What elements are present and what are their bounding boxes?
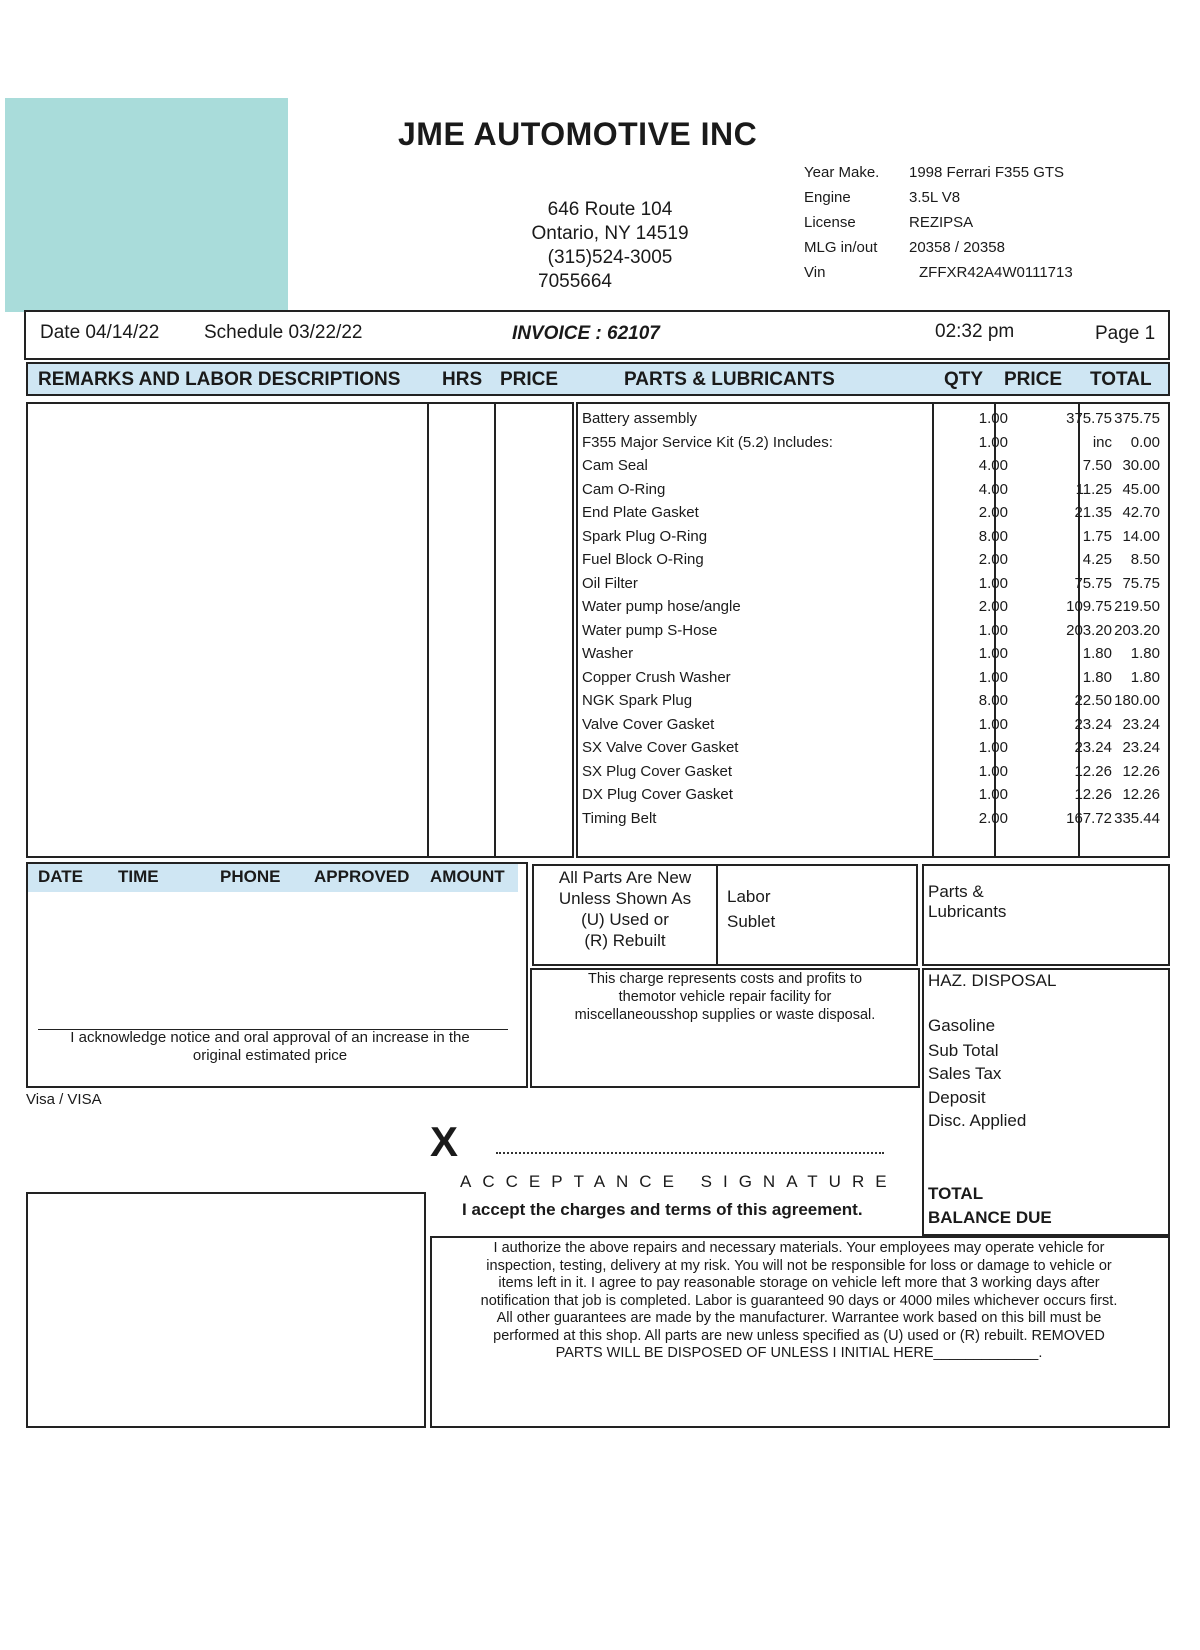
part-qty: 1.00 xyxy=(978,668,1008,686)
part-total: 12.26 xyxy=(1122,786,1160,803)
col-total: TOTAL xyxy=(1090,369,1152,390)
vehicle-value: 1998 Ferrari F355 GTS xyxy=(909,164,1065,181)
part-desc: Battery assembly xyxy=(582,410,698,427)
approval-col-time: TIME xyxy=(118,867,159,886)
payment-method: Visa / VISA xyxy=(26,1091,102,1108)
part-qty: 8.00 xyxy=(978,692,1008,709)
part-price: 22.50 xyxy=(1074,692,1112,709)
table-row xyxy=(576,622,1168,646)
part-desc: Copper Crush Washer xyxy=(582,668,731,686)
part-price: 109.75 xyxy=(1066,598,1112,615)
invoice-time: 02:32 pm xyxy=(935,321,1015,342)
parts-lubricants-line: Parts & xyxy=(928,882,984,901)
labor-label: Labor xyxy=(727,887,771,906)
vehicle-label: Vin xyxy=(804,264,826,281)
part-qty: 2.00 xyxy=(978,809,1008,827)
part-total: 45.00 xyxy=(1122,480,1160,498)
part-qty: 1.00 xyxy=(978,715,1008,733)
table-row xyxy=(576,739,1168,763)
terms-line: All other guarantees are made by the manufacturer. Warrantee work based on this bill must be xyxy=(496,1310,1102,1326)
terms-line: notification that job is completed. Labor is guaranteed 90 days or 4000 miles whichever occurs first. xyxy=(480,1292,1118,1309)
part-qty: 4.00 xyxy=(978,480,1008,498)
part-price: 23.24 xyxy=(1074,715,1112,733)
part-qty: 4.00 xyxy=(978,457,1008,474)
part-qty: 1.00 xyxy=(978,645,1008,662)
part-price: 1.80 xyxy=(1082,668,1112,686)
approval-header xyxy=(28,864,518,892)
vehicle-label: MLG in/out xyxy=(804,239,878,256)
part-desc: Water pump hose/angle xyxy=(582,598,741,615)
part-total: 30.00 xyxy=(1122,457,1160,474)
col-parts: PARTS & LUBRICANTS xyxy=(624,369,835,390)
parts-note-line: (U) Used or xyxy=(581,910,669,929)
part-price: 75.75 xyxy=(1074,574,1112,592)
part-qty: 2.00 xyxy=(978,598,1008,615)
table-row xyxy=(576,716,1168,740)
part-desc: Valve Cover Gasket xyxy=(582,715,715,733)
part-total: 1.80 xyxy=(1130,645,1160,662)
parts-note-divider xyxy=(716,864,718,966)
part-total: 180.00 xyxy=(1114,692,1160,709)
approval-col-phone: PHONE xyxy=(220,867,281,886)
vehicle-value: REZIPSA xyxy=(909,214,974,231)
approval-col-approved: APPROVED xyxy=(314,867,410,886)
part-total: 219.50 xyxy=(1114,598,1160,615)
part-price: 23.24 xyxy=(1074,739,1112,756)
part-qty: 1.00 xyxy=(978,410,1008,427)
table-row xyxy=(576,434,1168,458)
col-price-parts: PRICE xyxy=(1004,369,1063,390)
parts-lubricants-line: Lubricants xyxy=(928,902,1007,921)
table-row xyxy=(576,528,1168,552)
column-header xyxy=(26,362,1170,396)
part-total: 23.24 xyxy=(1122,715,1160,733)
terms-line: inspection, testing, delivery at my risk. You will not be responsible for loss or damage to vehicle or xyxy=(486,1257,1112,1274)
haz-disposal-label: HAZ. DISPOSAL xyxy=(928,971,1057,990)
part-desc: Fuel Block O-Ring xyxy=(582,551,704,568)
part-total: 42.70 xyxy=(1122,504,1160,521)
part-total: 335.44 xyxy=(1114,809,1160,827)
part-desc: NGK Spark Plug xyxy=(582,692,693,709)
part-qty: 8.00 xyxy=(978,527,1008,545)
gasoline-label: Gasoline xyxy=(928,1016,996,1035)
part-total: 8.50 xyxy=(1130,551,1160,568)
part-desc: End Plate Gasket xyxy=(582,504,699,521)
part-total: 1.80 xyxy=(1130,668,1160,686)
part-total: 14.00 xyxy=(1122,527,1160,545)
part-price: 1.75 xyxy=(1082,527,1112,545)
part-qty: 1.00 xyxy=(978,786,1008,803)
sales-tax-label: Sales Tax xyxy=(928,1064,1002,1083)
table-row xyxy=(576,504,1168,528)
vehicle-row xyxy=(804,210,1073,235)
vehicle-row xyxy=(804,235,1073,260)
address-city: Ontario, NY 14519 xyxy=(531,223,689,244)
vehicle-label: Engine xyxy=(804,189,851,206)
table-row xyxy=(576,692,1168,716)
col-remarks: REMARKS AND LABOR DESCRIPTIONS xyxy=(38,369,401,390)
table-row xyxy=(576,786,1168,810)
part-desc: Spark Plug O-Ring xyxy=(582,527,708,545)
part-total: 12.26 xyxy=(1122,762,1160,780)
part-desc: Cam Seal xyxy=(582,457,648,474)
invoice-number: INVOICE : 62107 xyxy=(512,323,660,344)
acceptance-statement: I accept the charges and terms of this agreement. xyxy=(462,1200,863,1219)
table-row xyxy=(576,669,1168,693)
parts-note-line: All Parts Are New xyxy=(558,868,692,887)
table-row xyxy=(576,551,1168,575)
part-total: 375.75 xyxy=(1114,410,1160,427)
part-price: 375.75 xyxy=(1066,410,1112,427)
sticky-note xyxy=(5,98,288,312)
part-total: 75.75 xyxy=(1122,574,1160,592)
terms-line: performed at this shop. All parts are new unless specified as (U) used or (R) rebuilt. REMOVED xyxy=(493,1327,1105,1344)
charge-note xyxy=(536,970,914,1024)
part-qty: 2.00 xyxy=(978,504,1008,521)
part-total: 0.00 xyxy=(1130,433,1160,451)
part-desc: Washer xyxy=(582,645,634,662)
vehicle-label: Year Make. xyxy=(804,164,880,181)
part-qty: 1.00 xyxy=(978,739,1008,756)
parts-note xyxy=(536,867,714,951)
part-qty: 1.00 xyxy=(978,762,1008,780)
vehicle-value: 3.5L V8 xyxy=(909,189,961,206)
part-total: 203.20 xyxy=(1114,621,1160,639)
part-total: 23.24 xyxy=(1122,739,1160,756)
ack-line: I acknowledge notice and oral approval of an increase in the xyxy=(70,1029,470,1046)
charge-note-line: miscellaneousshop supplies or waste disposal. xyxy=(574,1007,876,1023)
part-price: 7.50 xyxy=(1082,457,1112,474)
subtotal-label: Sub Total xyxy=(928,1041,999,1060)
part-price: 12.26 xyxy=(1074,786,1112,803)
labor-table xyxy=(26,402,574,858)
terms-line: items left in it. I agree to pay reasonable storage on vehicle left more that 3 working days after xyxy=(498,1275,1100,1291)
disc-applied-label: Disc. Applied xyxy=(928,1111,1027,1130)
table-row xyxy=(576,457,1168,481)
part-desc: F355 Major Service Kit (5.2) Includes: xyxy=(582,433,833,451)
company-name: JME AUTOMOTIVE INC xyxy=(398,116,758,152)
balance-due-label: BALANCE DUE xyxy=(928,1208,1052,1227)
table-row xyxy=(576,410,1168,434)
col-qty: QTY xyxy=(944,369,984,390)
table-row xyxy=(576,575,1168,599)
part-price: 167.72 xyxy=(1066,809,1112,827)
address-number: 7055664 xyxy=(538,271,612,292)
labor-divider xyxy=(427,402,429,858)
part-desc: Water pump S-Hose xyxy=(582,621,718,639)
address-phone: (315)524-3005 xyxy=(547,247,673,268)
terms-line: I authorize the above repairs and necessary materials. Your employees may operate vehicle for xyxy=(493,1240,1105,1256)
part-price: inc xyxy=(1092,433,1112,451)
vehicle-row xyxy=(804,260,1073,285)
col-price: PRICE xyxy=(500,369,559,390)
part-desc: Cam O-Ring xyxy=(582,480,666,498)
terms-text xyxy=(434,1240,1164,1363)
vehicle-row xyxy=(804,185,1073,210)
table-row xyxy=(576,763,1168,787)
part-desc: SX Plug Cover Gasket xyxy=(582,762,733,780)
approval-acknowledgement xyxy=(30,1029,510,1065)
vehicle-value: ZFFXR42A4W0111713 xyxy=(919,264,1073,281)
part-price: 203.20 xyxy=(1066,621,1112,639)
part-desc: SX Valve Cover Gasket xyxy=(582,739,739,756)
part-price: 11.25 xyxy=(1075,480,1112,498)
approval-col-amount: AMOUNT xyxy=(430,867,505,886)
part-price: 1.80 xyxy=(1082,645,1112,662)
part-qty: 2.00 xyxy=(978,551,1008,568)
part-price: 21.35 xyxy=(1074,504,1112,521)
part-qty: 1.00 xyxy=(978,574,1008,592)
address-street: 646 Route 104 xyxy=(547,199,673,220)
part-qty: 1.00 xyxy=(978,433,1008,451)
parts-note-line: (R) Rebuilt xyxy=(584,931,666,950)
invoice-date: Date 04/14/22 xyxy=(40,322,160,343)
approval-col-date: DATE xyxy=(38,867,84,886)
signature-x: X xyxy=(430,1118,459,1165)
vehicle-row xyxy=(804,160,1073,185)
part-desc: Oil Filter xyxy=(582,574,638,592)
table-row xyxy=(576,598,1168,622)
part-desc: Timing Belt xyxy=(582,809,657,827)
vehicle-info xyxy=(804,160,1073,285)
page-number: Page 1 xyxy=(1095,323,1156,344)
signature-line[interactable] xyxy=(496,1152,884,1154)
table-row xyxy=(576,645,1168,669)
deposit-label: Deposit xyxy=(928,1088,986,1107)
parts-note-line: Unless Shown As xyxy=(558,889,692,908)
charge-note-line: themotor vehicle repair facility for xyxy=(618,989,832,1005)
parts-lubricants-label xyxy=(928,882,1006,922)
terms-line: PARTS WILL BE DISPOSED OF UNLESS I INITIAL HERE_____________. xyxy=(555,1345,1043,1361)
blank-box xyxy=(26,1192,426,1428)
part-price: 12.26 xyxy=(1074,762,1112,780)
schedule-date: Schedule 03/22/22 xyxy=(204,322,363,343)
part-price: 4.25 xyxy=(1082,551,1112,568)
table-row xyxy=(576,481,1168,505)
total-label: TOTAL xyxy=(928,1184,984,1203)
acceptance-signature-title: ACCEPTANCE SIGNATURE xyxy=(460,1172,898,1191)
labor-divider xyxy=(494,402,496,858)
vehicle-value: 20358 / 20358 xyxy=(909,239,1005,256)
col-hrs: HRS xyxy=(442,369,483,390)
part-qty: 1.00 xyxy=(978,621,1008,639)
vehicle-label: License xyxy=(804,214,856,231)
table-row xyxy=(576,810,1168,834)
charge-note-line: This charge represents costs and profits to xyxy=(587,971,863,987)
parts-list xyxy=(576,410,1168,833)
sublet-label: Sublet xyxy=(727,912,776,931)
ack-line: original estimated price xyxy=(192,1047,348,1064)
part-desc: DX Plug Cover Gasket xyxy=(582,786,733,803)
company-address xyxy=(520,198,700,294)
